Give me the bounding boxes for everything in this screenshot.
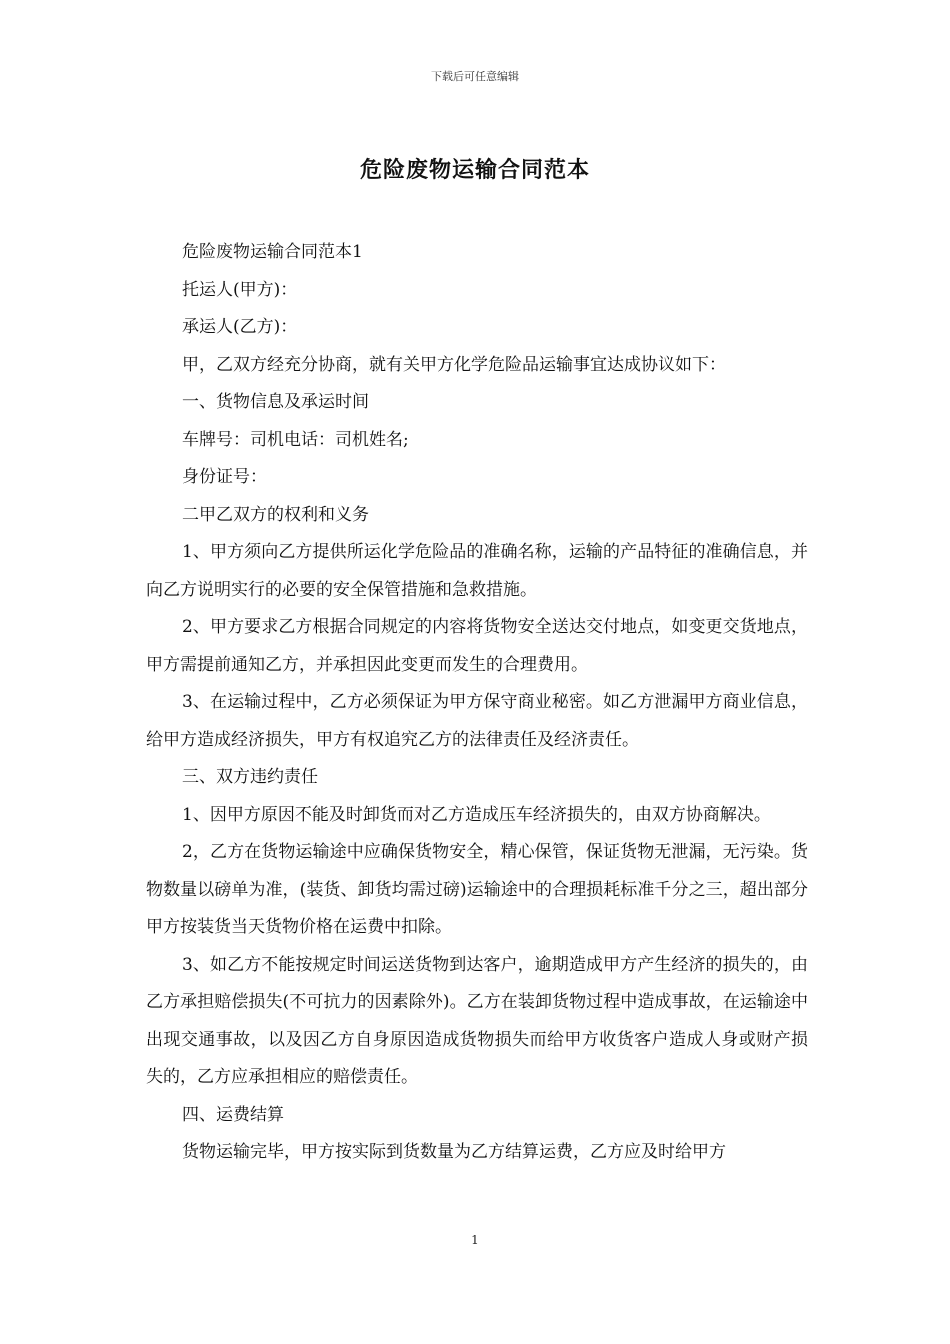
paragraph-clause-3-3: 3、如乙方不能按规定时间运送货物到达客户，逾期造成甲方产生经济的损失的，由乙方承担赔偿损失(不可抗力的因素除外)。乙方在装卸货物过程中造成事故，在运输途中出现交通事故，以及因乙方自身原因造成货物损失而给甲方收货客户造成人身或财产损失的，乙方应承担相应的赔偿责任。 — [146, 954, 808, 1087]
paragraph-clause-3-1: 1、因甲方原因不能及时卸货而对乙方造成压车经济损失的，由双方协商解决。 — [182, 804, 771, 825]
section-heading-cargo-info: 一、货物信息及承运时间 — [182, 392, 369, 412]
paragraph-clause-4-1: 货物运输完毕，甲方按实际到货数量为乙方结算运费，乙方应及时给甲方 — [182, 1142, 726, 1162]
section-heading-rights-obligations: 二甲乙双方的权利和义务 — [182, 504, 369, 525]
document-title: 危险废物运输合同范本 — [359, 158, 590, 183]
section-heading-liability: 三、双方违约责任 — [182, 767, 318, 787]
page-number: 1 — [471, 1233, 479, 1247]
paragraph-clause-2-1: 1、甲方须向乙方提供所运化学危险品的准确名称，运输的产品特征的准确信息，并向乙方说明实行的必要的安全保管措施和急救措施。 — [146, 542, 808, 600]
paragraph-clause-2-3: 3、在运输过程中，乙方必须保证为甲方保守商业秘密。如乙方泄漏甲方商业信息，给甲方造成经济损失，甲方有权追究乙方的法律责任及经济责任。 — [146, 692, 808, 750]
section-heading-freight-settlement: 四、运费结算 — [182, 1104, 284, 1125]
paragraph-preamble: 甲，乙双方经充分协商，就有关甲方化学危险品运输事宜达成协议如下： — [182, 354, 726, 375]
paragraph-clause-2-2: 2、甲方要求乙方根据合同规定的内容将货物安全送达交付地点，如变更交货地点，甲方需提前通知乙方，并承担因此变更而发生的合理费用。 — [146, 617, 808, 675]
paragraph-id-number: 身份证号： — [182, 467, 267, 487]
contract-body — [146, 234, 808, 1172]
paragraph-vehicle-driver: 车牌号：司机电话：司机姓名; — [182, 429, 409, 450]
paragraph-carrier: 承运人(乙方)： — [182, 317, 298, 337]
paragraph-shipper: 托运人(甲方)： — [182, 279, 298, 300]
paragraph-contract-subtitle: 危险废物运输合同范本1 — [182, 242, 363, 262]
header-note: 下载后可任意编辑 — [431, 70, 519, 83]
paragraph-clause-3-2: 2，乙方在货物运输途中应确保货物安全，精心保管，保证货物无泄漏，无污染。货物数量以磅单为准，(装货、卸货均需过磅)运输途中的合理损耗标准千分之三，超出部分甲方按装货当天货物价格在运费中扣除。 — [146, 842, 808, 937]
